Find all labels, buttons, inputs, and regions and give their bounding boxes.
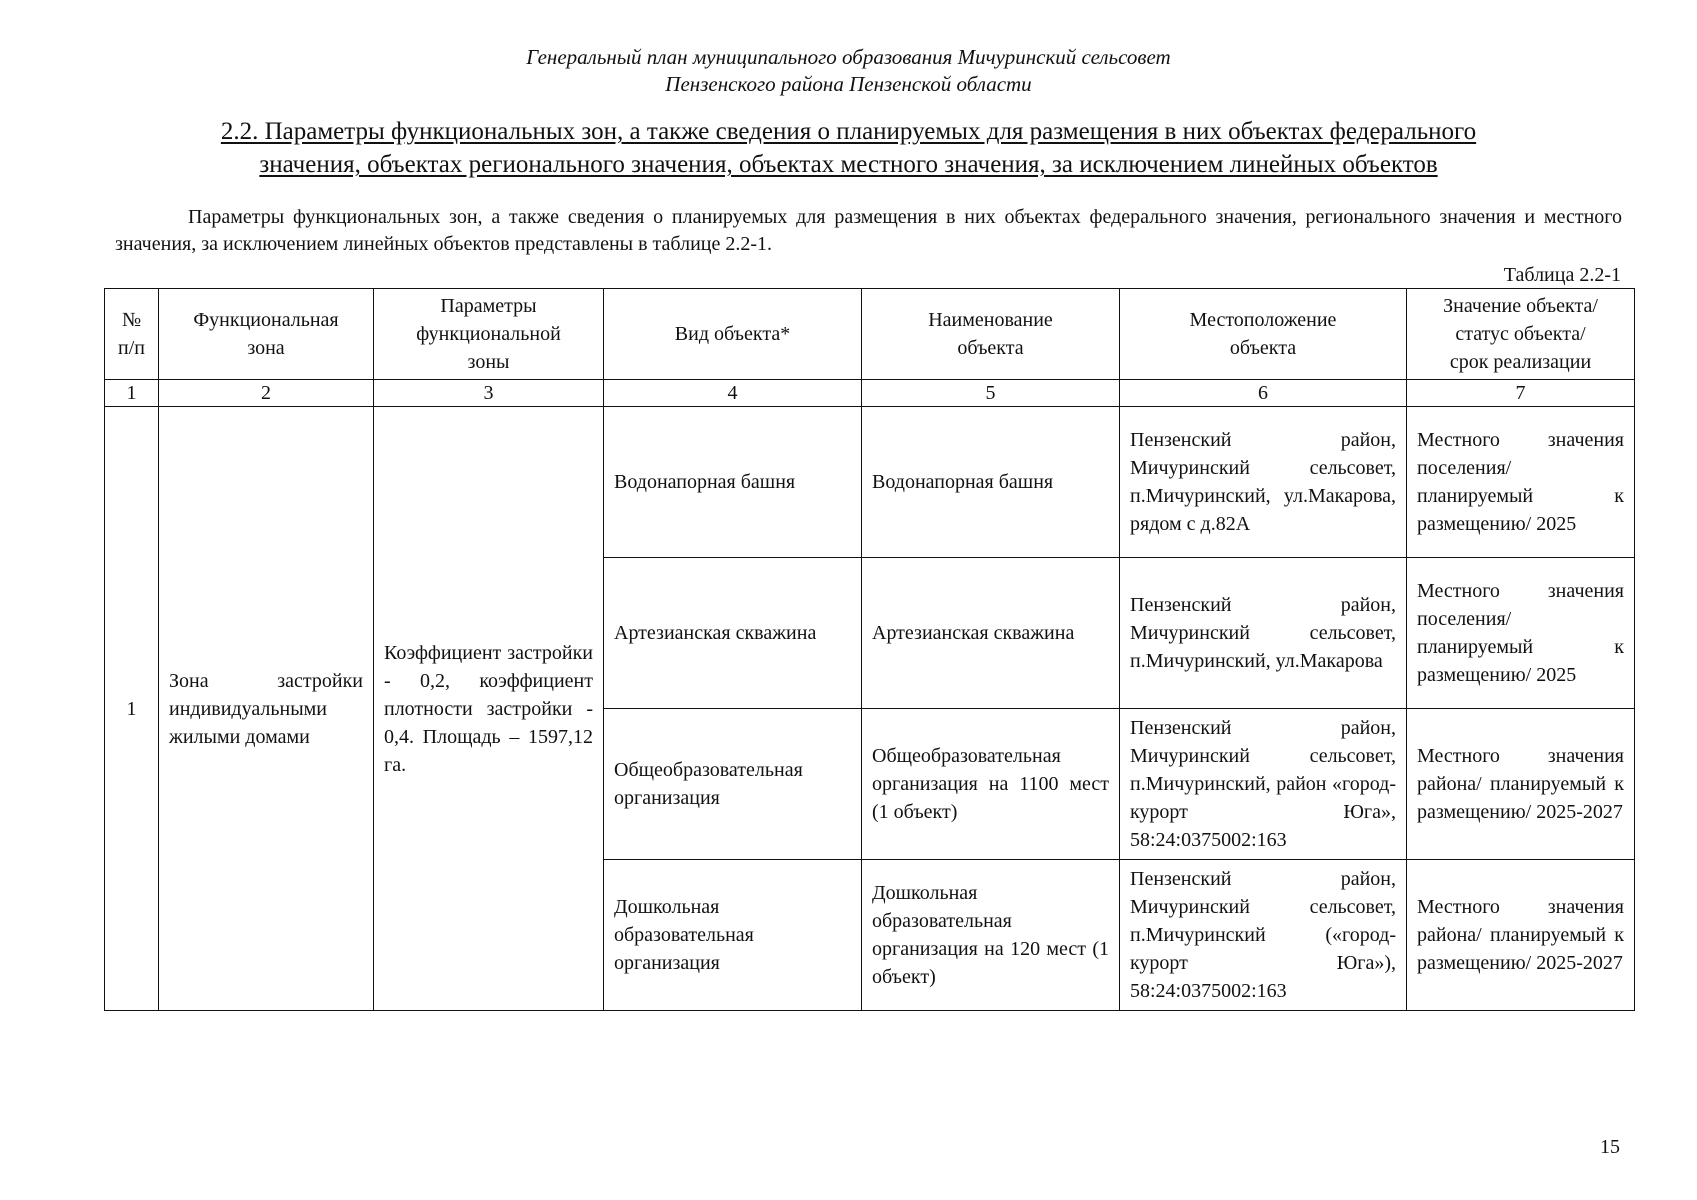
header-functional-zone: Функциональная зона xyxy=(159,289,374,380)
column-number: 4 xyxy=(604,380,862,407)
header-object-status: Значение объекта/ статус объекта/ срок реализации xyxy=(1407,289,1635,380)
object-status: Местного значения поселения/ планируемый к размещению/ 2025 xyxy=(1407,558,1635,709)
object-type: Дошкольная образовательная организация xyxy=(604,860,862,1011)
section-title xyxy=(100,115,1597,181)
object-status: Местного значения района/ планируемый к размещению/ 2025-2027 xyxy=(1407,709,1635,860)
page-header-line-1: Генеральный план муниципального образования Мичуринский сельсовет xyxy=(526,45,1171,69)
header-object-name: Наименование объекта xyxy=(862,289,1120,380)
object-name: Водонапорная башня xyxy=(862,407,1120,558)
page-header xyxy=(0,44,1697,98)
page-header-line-2: Пензенского района Пензенской области xyxy=(665,72,1032,96)
object-location: Пензенский район, Мичуринский сельсовет, п.Мичуринский, ул.Макарова, рядом с д.82А xyxy=(1120,407,1407,558)
object-name: Общеобразовательная организация на 1100 мест (1 объект) xyxy=(862,709,1120,860)
header-object-location: Местоположение объекта xyxy=(1120,289,1407,380)
section-title-line-2: значения, объектах регионального значения, объектах местного значения, за исключением линейных объектов xyxy=(259,151,1438,178)
zone-name: Зона застройки индивидуальными жилыми домами xyxy=(159,407,374,1011)
page-number: 15 xyxy=(1600,1136,1620,1158)
table-caption: Таблица 2.2-1 xyxy=(1503,264,1621,286)
object-status: Местного значения поселения/ планируемый к размещению/ 2025 xyxy=(1407,407,1635,558)
zone-number: 1 xyxy=(105,407,159,1011)
zone-parameters: Коэффициент застройки - 0,2, коэффициент плотности застройки - 0,4. Площадь – 1597,12 га. xyxy=(374,407,604,1011)
header-number: № п/п xyxy=(105,289,159,380)
object-name: Артезианская скважина xyxy=(862,558,1120,709)
column-number: 7 xyxy=(1407,380,1635,407)
functional-zones-table xyxy=(104,288,1635,1011)
column-number: 3 xyxy=(374,380,604,407)
column-number: 1 xyxy=(105,380,159,407)
object-location: Пензенский район, Мичуринский сельсовет, п.Мичуринский, район «город-курорт Юга», 58:24:0375002:163 xyxy=(1120,709,1407,860)
object-type: Общеобразовательная организация xyxy=(604,709,862,860)
column-number: 6 xyxy=(1120,380,1407,407)
column-number: 2 xyxy=(159,380,374,407)
object-status: Местного значения района/ планируемый к размещению/ 2025-2027 xyxy=(1407,860,1635,1011)
object-name: Дошкольная образовательная организация на 120 мест (1 объект) xyxy=(862,860,1120,1011)
table-row xyxy=(105,407,1635,558)
object-type: Водонапорная башня xyxy=(604,407,862,558)
object-location: Пензенский район, Мичуринский сельсовет, п.Мичуринский («город-курорт Юга»), 58:24:0375002:163 xyxy=(1120,860,1407,1011)
intro-paragraph: Параметры функциональных зон, а также сведения о планируемых для размещения в них объектах федерального значения, регионального значения и местного значения, за исключением линейных объектов представлены в таблице 2.2-1. xyxy=(115,206,1622,255)
column-number: 5 xyxy=(862,380,1120,407)
column-number-row xyxy=(105,380,1635,407)
table-header-row xyxy=(105,289,1635,380)
header-zone-parameters: Параметры функциональной зоны xyxy=(374,289,604,380)
object-location: Пензенский район, Мичуринский сельсовет, п.Мичуринский, ул.Макарова xyxy=(1120,558,1407,709)
section-title-line-1: 2.2. Параметры функциональных зон, а также сведения о планируемых для размещения в них объектах федерального xyxy=(220,118,1477,145)
header-object-type: Вид объекта* xyxy=(604,289,862,380)
object-type: Артезианская скважина xyxy=(604,558,862,709)
